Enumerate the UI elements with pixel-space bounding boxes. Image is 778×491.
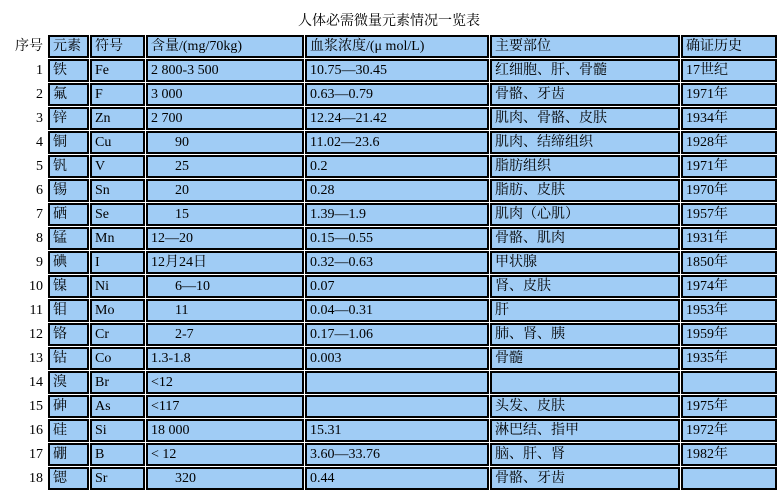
table-row bbox=[1, 203, 777, 226]
cell-element-name: 硼 bbox=[48, 443, 89, 466]
trace-elements-table bbox=[0, 34, 778, 491]
cell-element-name: 锶 bbox=[48, 467, 89, 490]
cell-row-number: 5 bbox=[36, 159, 43, 174]
cell-main-sites bbox=[490, 371, 680, 394]
cell-confirmed-history: 1974年 bbox=[681, 275, 777, 298]
cell-element-symbol: I bbox=[90, 251, 145, 274]
table-row bbox=[1, 395, 777, 418]
cell-element-name: 铬 bbox=[48, 323, 89, 346]
cell-confirmed-history: 1850年 bbox=[681, 251, 777, 274]
cell-content-amount: 2 800-3 500 bbox=[146, 59, 304, 82]
cell-element-symbol: Mn bbox=[90, 227, 145, 250]
cell-confirmed-history: 1934年 bbox=[681, 107, 777, 130]
cell-main-sites: 骨骼、牙齿 bbox=[490, 83, 680, 106]
cell-content-amount: 320 bbox=[146, 467, 304, 490]
cell-plasma-concentration: 0.003 bbox=[305, 347, 489, 370]
cell-element-symbol: Mo bbox=[90, 299, 145, 322]
header-num: 序号 bbox=[15, 39, 43, 54]
cell-plasma-concentration: 0.44 bbox=[305, 467, 489, 490]
cell-plasma-concentration: 3.60—33.76 bbox=[305, 443, 489, 466]
cell-confirmed-history: 17世纪 bbox=[681, 59, 777, 82]
table-row bbox=[1, 323, 777, 346]
cell-row-number: 15 bbox=[29, 399, 43, 414]
cell-main-sites: 头发、皮肤 bbox=[490, 395, 680, 418]
cell-plasma-concentration: 10.75—30.45 bbox=[305, 59, 489, 82]
cell-row-number: 8 bbox=[36, 231, 43, 246]
cell-element-name: 钼 bbox=[48, 299, 89, 322]
cell-content-amount: 20 bbox=[146, 179, 304, 202]
cell-confirmed-history: 1970年 bbox=[681, 179, 777, 202]
cell-plasma-concentration bbox=[305, 371, 489, 394]
cell-main-sites: 骨髓 bbox=[490, 347, 680, 370]
cell-main-sites: 淋巴结、指甲 bbox=[490, 419, 680, 442]
cell-element-symbol: Se bbox=[90, 203, 145, 226]
cell-main-sites: 脂肪、皮肤 bbox=[490, 179, 680, 202]
cell-plasma-concentration: 0.04—0.31 bbox=[305, 299, 489, 322]
cell-row-number: 17 bbox=[29, 447, 43, 462]
cell-element-name: 溴 bbox=[48, 371, 89, 394]
cell-content-amount: 25 bbox=[146, 155, 304, 178]
table-row bbox=[1, 179, 777, 202]
header-element: 元素 bbox=[48, 35, 89, 58]
header-confirmed-history: 确证历史 bbox=[681, 35, 777, 58]
cell-row-number: 1 bbox=[36, 63, 43, 78]
cell-element-name: 镍 bbox=[48, 275, 89, 298]
cell-content-amount: 12月24日 bbox=[146, 251, 304, 274]
cell-confirmed-history: 1971年 bbox=[681, 155, 777, 178]
cell-content-amount: 3 000 bbox=[146, 83, 304, 106]
cell-element-name: 氟 bbox=[48, 83, 89, 106]
cell-main-sites: 甲状腺 bbox=[490, 251, 680, 274]
cell-element-symbol: Co bbox=[90, 347, 145, 370]
table-row bbox=[1, 371, 777, 394]
cell-main-sites: 脑、肝、肾 bbox=[490, 443, 680, 466]
cell-element-name: 硅 bbox=[48, 419, 89, 442]
cell-row-number: 16 bbox=[29, 423, 43, 438]
cell-plasma-concentration: 11.02—23.6 bbox=[305, 131, 489, 154]
cell-plasma-concentration: 0.07 bbox=[305, 275, 489, 298]
header-row bbox=[1, 35, 777, 58]
cell-content-amount: 12—20 bbox=[146, 227, 304, 250]
table-row bbox=[1, 83, 777, 106]
header-content: 含量/(mg/70kg) bbox=[146, 35, 304, 58]
cell-plasma-concentration: 0.2 bbox=[305, 155, 489, 178]
cell-element-symbol: Si bbox=[90, 419, 145, 442]
cell-main-sites: 肾、皮肤 bbox=[490, 275, 680, 298]
cell-element-symbol: Fe bbox=[90, 59, 145, 82]
cell-content-amount: 11 bbox=[146, 299, 304, 322]
cell-row-number: 6 bbox=[36, 183, 43, 198]
cell-plasma-concentration bbox=[305, 395, 489, 418]
header-plasma-concentration: 血浆浓度/(μ mol/L) bbox=[305, 35, 489, 58]
table-row bbox=[1, 107, 777, 130]
cell-plasma-concentration: 0.32—0.63 bbox=[305, 251, 489, 274]
cell-content-amount: <117 bbox=[146, 395, 304, 418]
cell-content-amount: 15 bbox=[146, 203, 304, 226]
cell-confirmed-history: 1931年 bbox=[681, 227, 777, 250]
cell-plasma-concentration: 0.28 bbox=[305, 179, 489, 202]
cell-element-symbol: Sr bbox=[90, 467, 145, 490]
header-main-sites: 主要部位 bbox=[490, 35, 680, 58]
table-row bbox=[1, 251, 777, 274]
cell-content-amount: 1.3-1.8 bbox=[146, 347, 304, 370]
cell-element-symbol: Cr bbox=[90, 323, 145, 346]
cell-element-symbol: Zn bbox=[90, 107, 145, 130]
cell-confirmed-history bbox=[681, 371, 777, 394]
cell-element-name: 钒 bbox=[48, 155, 89, 178]
table-body bbox=[1, 59, 777, 490]
cell-element-name: 铁 bbox=[48, 59, 89, 82]
cell-row-number: 14 bbox=[29, 375, 43, 390]
table-row bbox=[1, 443, 777, 466]
cell-confirmed-history: 1953年 bbox=[681, 299, 777, 322]
cell-element-name: 硒 bbox=[48, 203, 89, 226]
cell-main-sites: 肺、肾、胰 bbox=[490, 323, 680, 346]
cell-element-name: 碘 bbox=[48, 251, 89, 274]
cell-confirmed-history: 1928年 bbox=[681, 131, 777, 154]
cell-confirmed-history: 1957年 bbox=[681, 203, 777, 226]
cell-element-symbol: F bbox=[90, 83, 145, 106]
cell-row-number: 10 bbox=[29, 279, 43, 294]
cell-plasma-concentration: 15.31 bbox=[305, 419, 489, 442]
cell-main-sites: 肝 bbox=[490, 299, 680, 322]
cell-row-number: 9 bbox=[36, 255, 43, 270]
cell-element-symbol: As bbox=[90, 395, 145, 418]
table-row bbox=[1, 59, 777, 82]
cell-plasma-concentration: 0.17—1.06 bbox=[305, 323, 489, 346]
table-row bbox=[1, 227, 777, 250]
table-row bbox=[1, 155, 777, 178]
cell-element-symbol: Br bbox=[90, 371, 145, 394]
cell-element-name: 钴 bbox=[48, 347, 89, 370]
cell-element-name: 锡 bbox=[48, 179, 89, 202]
cell-confirmed-history bbox=[681, 467, 777, 490]
cell-row-number: 18 bbox=[29, 471, 43, 486]
cell-main-sites: 骨骼、肌肉 bbox=[490, 227, 680, 250]
cell-row-number: 2 bbox=[36, 87, 43, 102]
cell-row-number: 12 bbox=[29, 327, 43, 342]
cell-confirmed-history: 1935年 bbox=[681, 347, 777, 370]
cell-main-sites: 脂肪组织 bbox=[490, 155, 680, 178]
cell-confirmed-history: 1982年 bbox=[681, 443, 777, 466]
cell-main-sites: 肌肉（心肌） bbox=[490, 203, 680, 226]
table-row bbox=[1, 299, 777, 322]
cell-row-number: 4 bbox=[36, 135, 43, 150]
cell-main-sites: 红细胞、肝、骨髓 bbox=[490, 59, 680, 82]
cell-confirmed-history: 1972年 bbox=[681, 419, 777, 442]
table-row bbox=[1, 419, 777, 442]
header-symbol: 符号 bbox=[90, 35, 145, 58]
cell-main-sites: 肌肉、骨骼、皮肤 bbox=[490, 107, 680, 130]
cell-confirmed-history: 1975年 bbox=[681, 395, 777, 418]
cell-row-number: 7 bbox=[36, 207, 43, 222]
cell-plasma-concentration: 12.24—21.42 bbox=[305, 107, 489, 130]
table-row bbox=[1, 131, 777, 154]
cell-content-amount: 90 bbox=[146, 131, 304, 154]
cell-plasma-concentration: 0.63—0.79 bbox=[305, 83, 489, 106]
cell-row-number: 13 bbox=[29, 351, 43, 366]
table-row bbox=[1, 467, 777, 490]
cell-element-name: 锌 bbox=[48, 107, 89, 130]
cell-content-amount: 18 000 bbox=[146, 419, 304, 442]
cell-row-number: 3 bbox=[36, 111, 43, 126]
cell-element-symbol: B bbox=[90, 443, 145, 466]
cell-element-name: 砷 bbox=[48, 395, 89, 418]
table-row bbox=[1, 275, 777, 298]
cell-element-name: 铜 bbox=[48, 131, 89, 154]
page-title: 人体必需微量元素情况一览表 bbox=[298, 14, 480, 29]
cell-element-symbol: Ni bbox=[90, 275, 145, 298]
cell-content-amount: 2-7 bbox=[146, 323, 304, 346]
cell-plasma-concentration: 0.15—0.55 bbox=[305, 227, 489, 250]
cell-main-sites: 骨骼、牙齿 bbox=[490, 467, 680, 490]
cell-confirmed-history: 1971年 bbox=[681, 83, 777, 106]
table-row bbox=[1, 347, 777, 370]
cell-content-amount: <12 bbox=[146, 371, 304, 394]
cell-element-symbol: Sn bbox=[90, 179, 145, 202]
cell-plasma-concentration: 1.39—1.9 bbox=[305, 203, 489, 226]
cell-element-symbol: Cu bbox=[90, 131, 145, 154]
cell-row-number: 11 bbox=[29, 303, 43, 318]
cell-confirmed-history: 1959年 bbox=[681, 323, 777, 346]
cell-main-sites: 肌肉、结缔组织 bbox=[490, 131, 680, 154]
cell-element-symbol: V bbox=[90, 155, 145, 178]
cell-content-amount: < 12 bbox=[146, 443, 304, 466]
cell-content-amount: 6—10 bbox=[146, 275, 304, 298]
cell-content-amount: 2 700 bbox=[146, 107, 304, 130]
cell-element-name: 锰 bbox=[48, 227, 89, 250]
